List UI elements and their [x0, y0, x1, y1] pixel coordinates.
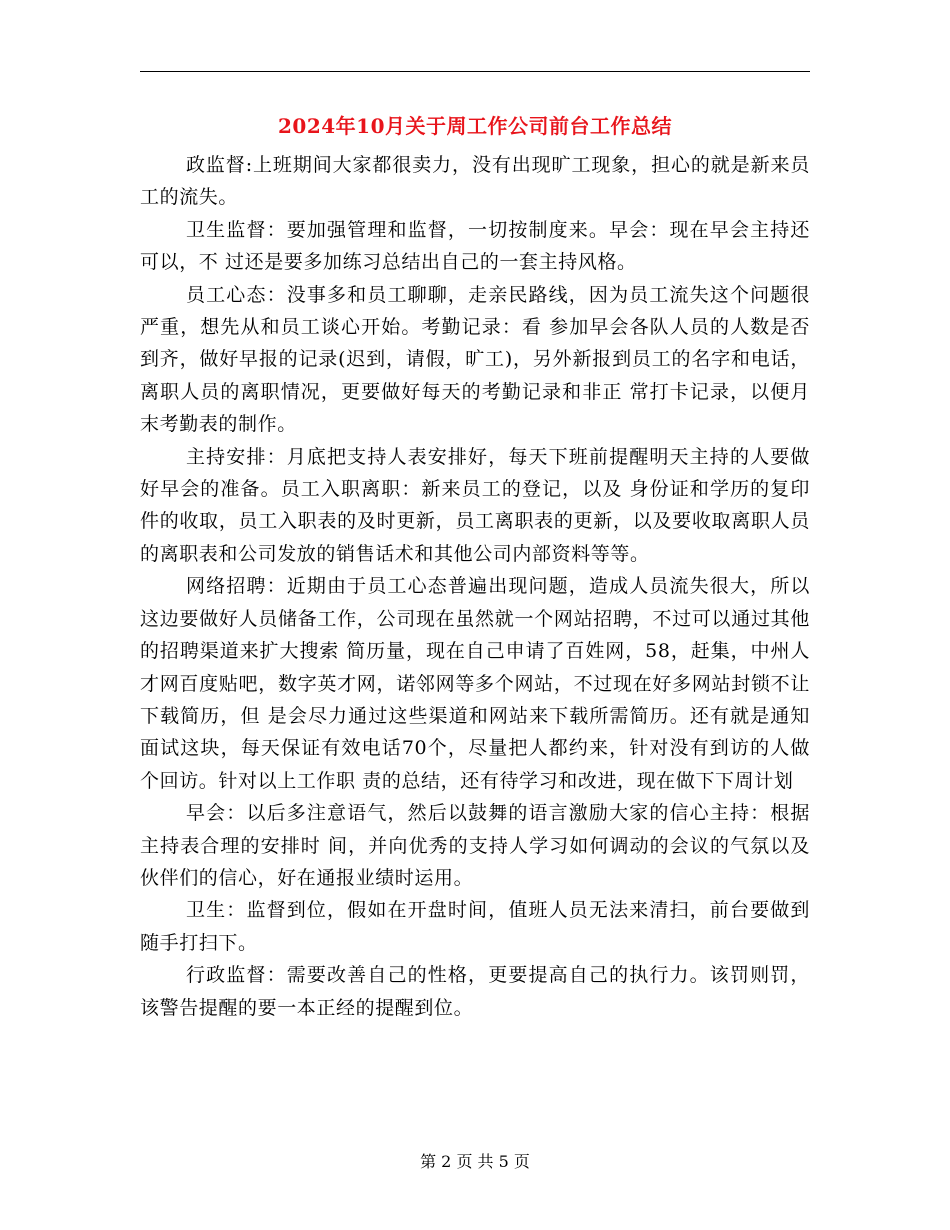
- paragraph-admin-supervision: 政监督:上班期间大家都很卖力，没有出现旷工现象，担心的就是新来员工的流失。: [140, 154, 810, 209]
- header-divider: [140, 71, 810, 72]
- paragraph-host-arrangement: 主持安排：月底把支持人表安排好，每天下班前提醒明天主持的人要做好早会的准备。员工入职离职：新来员工的登记，以及 身份证和学历的复印件的收取，员工入职表的及时更新，员工离职表的更新，以及要收取离职人员的离职表和公司发放的销售话术和其他公司内部资料等等。: [140, 445, 810, 565]
- paragraph-online-recruitment: 网络招聘：近期由于员工心态普遍出现问题，造成人员流失很大，所以这边要做好人员储备工作，公司现在虽然就一个网站招聘，不过可以通过其他的招聘渠道来扩大搜索 简历量，现在自己申请了百姓网，58，赶集，中州人才网百度贴吧，数字英才网，诺邻网等多个网站，不过现在好多网站封锁不让下载简历，但 是会尽力通过这些渠道和网站来下载所需简历。还有就是通知面试这块，每天保证有效电话70个，尽量把人都约来，针对没有到访的人做个回访。针对以上工作职 责的总结，还有待学习和改进，现在做下下周计划: [140, 575, 810, 792]
- paragraph-morning-meeting: 早会：以后多注意语气，然后以鼓舞的语言激励大家的信心主持：根据主持表合理的安排时 间，并向优秀的支持人学习如何调动的会议的气氛以及伙伴们的信心，好在通报业绩时运用。: [140, 802, 810, 889]
- document-title: 2024年10月关于周工作公司前台工作总结: [278, 114, 672, 138]
- paragraph-admin-improvement: 行政监督：需要改善自己的性格，更要提高自己的执行力。该罚则罚，该警告提醒的要一本正经的提醒到位。: [140, 964, 810, 1019]
- document-body: [140, 149, 810, 1024]
- page-number-footer: 第 2 页 共 5 页: [420, 1152, 530, 1171]
- paragraph-employee-attitude: 员工心态：没事多和员工聊聊，走亲民路线，因为员工流失这个问题很严重，想先从和员工谈心开始。考勤记录：看 参加早会各队人员的人数是否到齐，做好早报的记录(迟到，请假，旷工)，另外新报到员工的名字和电话，离职人员的离职情况，更要做好每天的考勤记录和非正 常打卡记录，以便月末考勤表的制作。: [140, 283, 810, 436]
- paragraph-hygiene: 卫生：监督到位，假如在开盘时间，值班人员无法来清扫，前台要做到 随手打扫下。: [140, 899, 810, 954]
- paragraph-hygiene-supervision: 卫生监督：要加强管理和监督，一切按制度来。早会：现在早会主持还可以，不 过还是要多加练习总结出自己的一套主持风格。: [140, 218, 810, 274]
